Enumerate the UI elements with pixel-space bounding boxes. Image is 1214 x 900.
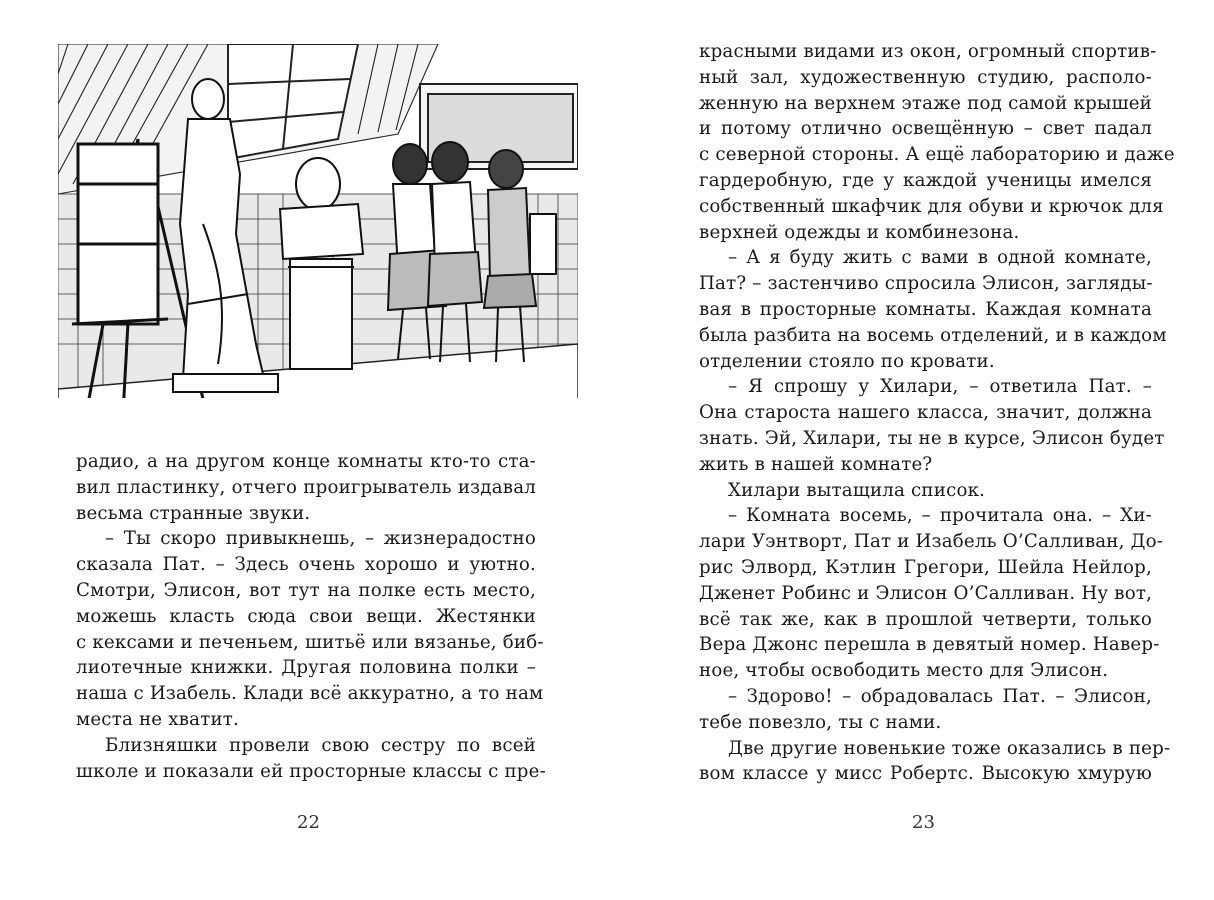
text-line: знать. Эй, Хилари, ты не в курсе, Элисон будет: [699, 427, 1165, 449]
text-line: Дженет Робинс и Элисон О’Салливан. Ну вот,: [699, 582, 1153, 604]
text-line: лари Уэнтворт, Пат и Изабель О’Салливан, До-: [699, 531, 1164, 553]
text-line: тебе повезло, ты с нами.: [699, 711, 942, 733]
text-line: – Комната восемь, – прочитала она. – Хи-: [728, 505, 1152, 527]
text-line: Близняшки провели свою сестру по всей: [105, 734, 536, 756]
text-line: гардеробную, где у каждой ученицы имелся: [699, 169, 1152, 191]
text-line: ное, чтобы освободить место для Элисон.: [699, 660, 1109, 682]
text-line: жить в нашей комнате?: [699, 453, 933, 475]
text-line: можешь класть сюда свои вещи. Жестянки: [76, 605, 536, 627]
text-line: весьма странные звуки.: [76, 502, 311, 524]
text-line: – А я буду жить с вами в одной комнате,: [728, 247, 1152, 269]
text-line: – Ты скоро привыкнешь, – жизнерадостно: [105, 528, 536, 550]
text-line: – Я спрошу у Хилари, – ответила Пат. –: [728, 376, 1152, 398]
art-studio-drawing: [58, 44, 578, 416]
page-number-right: 23: [912, 812, 935, 833]
text-line: женную на верхнем этаже под самой крышей: [699, 92, 1152, 114]
text-line: вом классе у мисс Робертс. Высокую хмурую: [699, 763, 1152, 785]
text-line: лиотечные книжки. Другая половина полки –: [76, 657, 536, 679]
left-page-text: [76, 449, 546, 784]
text-line: всё так же, как в прошлой четверти, только: [699, 608, 1152, 630]
text-line: вая в просторные комнаты. Каждая комната: [699, 298, 1152, 320]
text-line: вил пластинку, отчего проигрыватель издавал: [76, 476, 536, 498]
text-line: Пат? – застенчиво спросила Элисон, загляды-: [699, 273, 1153, 295]
text-line: ный зал, художественную студию, располо-: [699, 66, 1152, 88]
text-line: красными видами из окон, огромный спортив-: [699, 41, 1157, 62]
text-line: Она староста нашего класса, значит, должна: [699, 402, 1152, 424]
text-line: Хилари вытащила список.: [728, 479, 986, 501]
text-line: радио, а на другом конце комнаты кто-то ста-: [76, 451, 536, 472]
text-line: отделении стояло по кровати.: [699, 350, 995, 372]
text-line: и потому отлично освещённую – свет падал: [699, 118, 1152, 140]
text-line: с северной стороны. А ещё лабораторию и даже: [699, 144, 1175, 166]
text-line: Смотри, Элисон, вот тут на полке есть место,: [76, 579, 536, 601]
text-line: Две другие новенькие тоже оказались в пер-: [728, 737, 1171, 759]
text-line: сказала Пат. – Здесь очень хорошо и уютно.: [76, 554, 536, 576]
right-page-text: [699, 39, 1175, 787]
right-page: [607, 0, 1214, 900]
text-line: с кексами и печеньем, шитьё или вязанье, биб-: [76, 631, 544, 653]
text-line: места не хватит.: [76, 708, 240, 730]
text-line: рис Элворд, Кэтлин Грегори, Шейла Нейлор,: [699, 556, 1152, 578]
text-line: – Здорово! – обрадовалась Пат. – Элисон,: [728, 685, 1152, 707]
text-line: верхней одежды и комбинезона.: [699, 221, 1020, 243]
page-number-left: 22: [297, 812, 320, 833]
text-line: наша с Изабель. Клади всё аккуратно, а то нам: [76, 683, 544, 705]
illustration-art-studio: [58, 44, 578, 416]
text-line: школе и показали ей просторные классы с пре-: [76, 760, 546, 782]
text-line: Вера Джонс перешла в девятый номер. Навер-: [699, 634, 1160, 656]
text-line: была разбита на восемь отделений, и в каждом: [699, 324, 1167, 346]
text-line: собственный шкафчик для обуви и крючок для: [699, 195, 1164, 217]
